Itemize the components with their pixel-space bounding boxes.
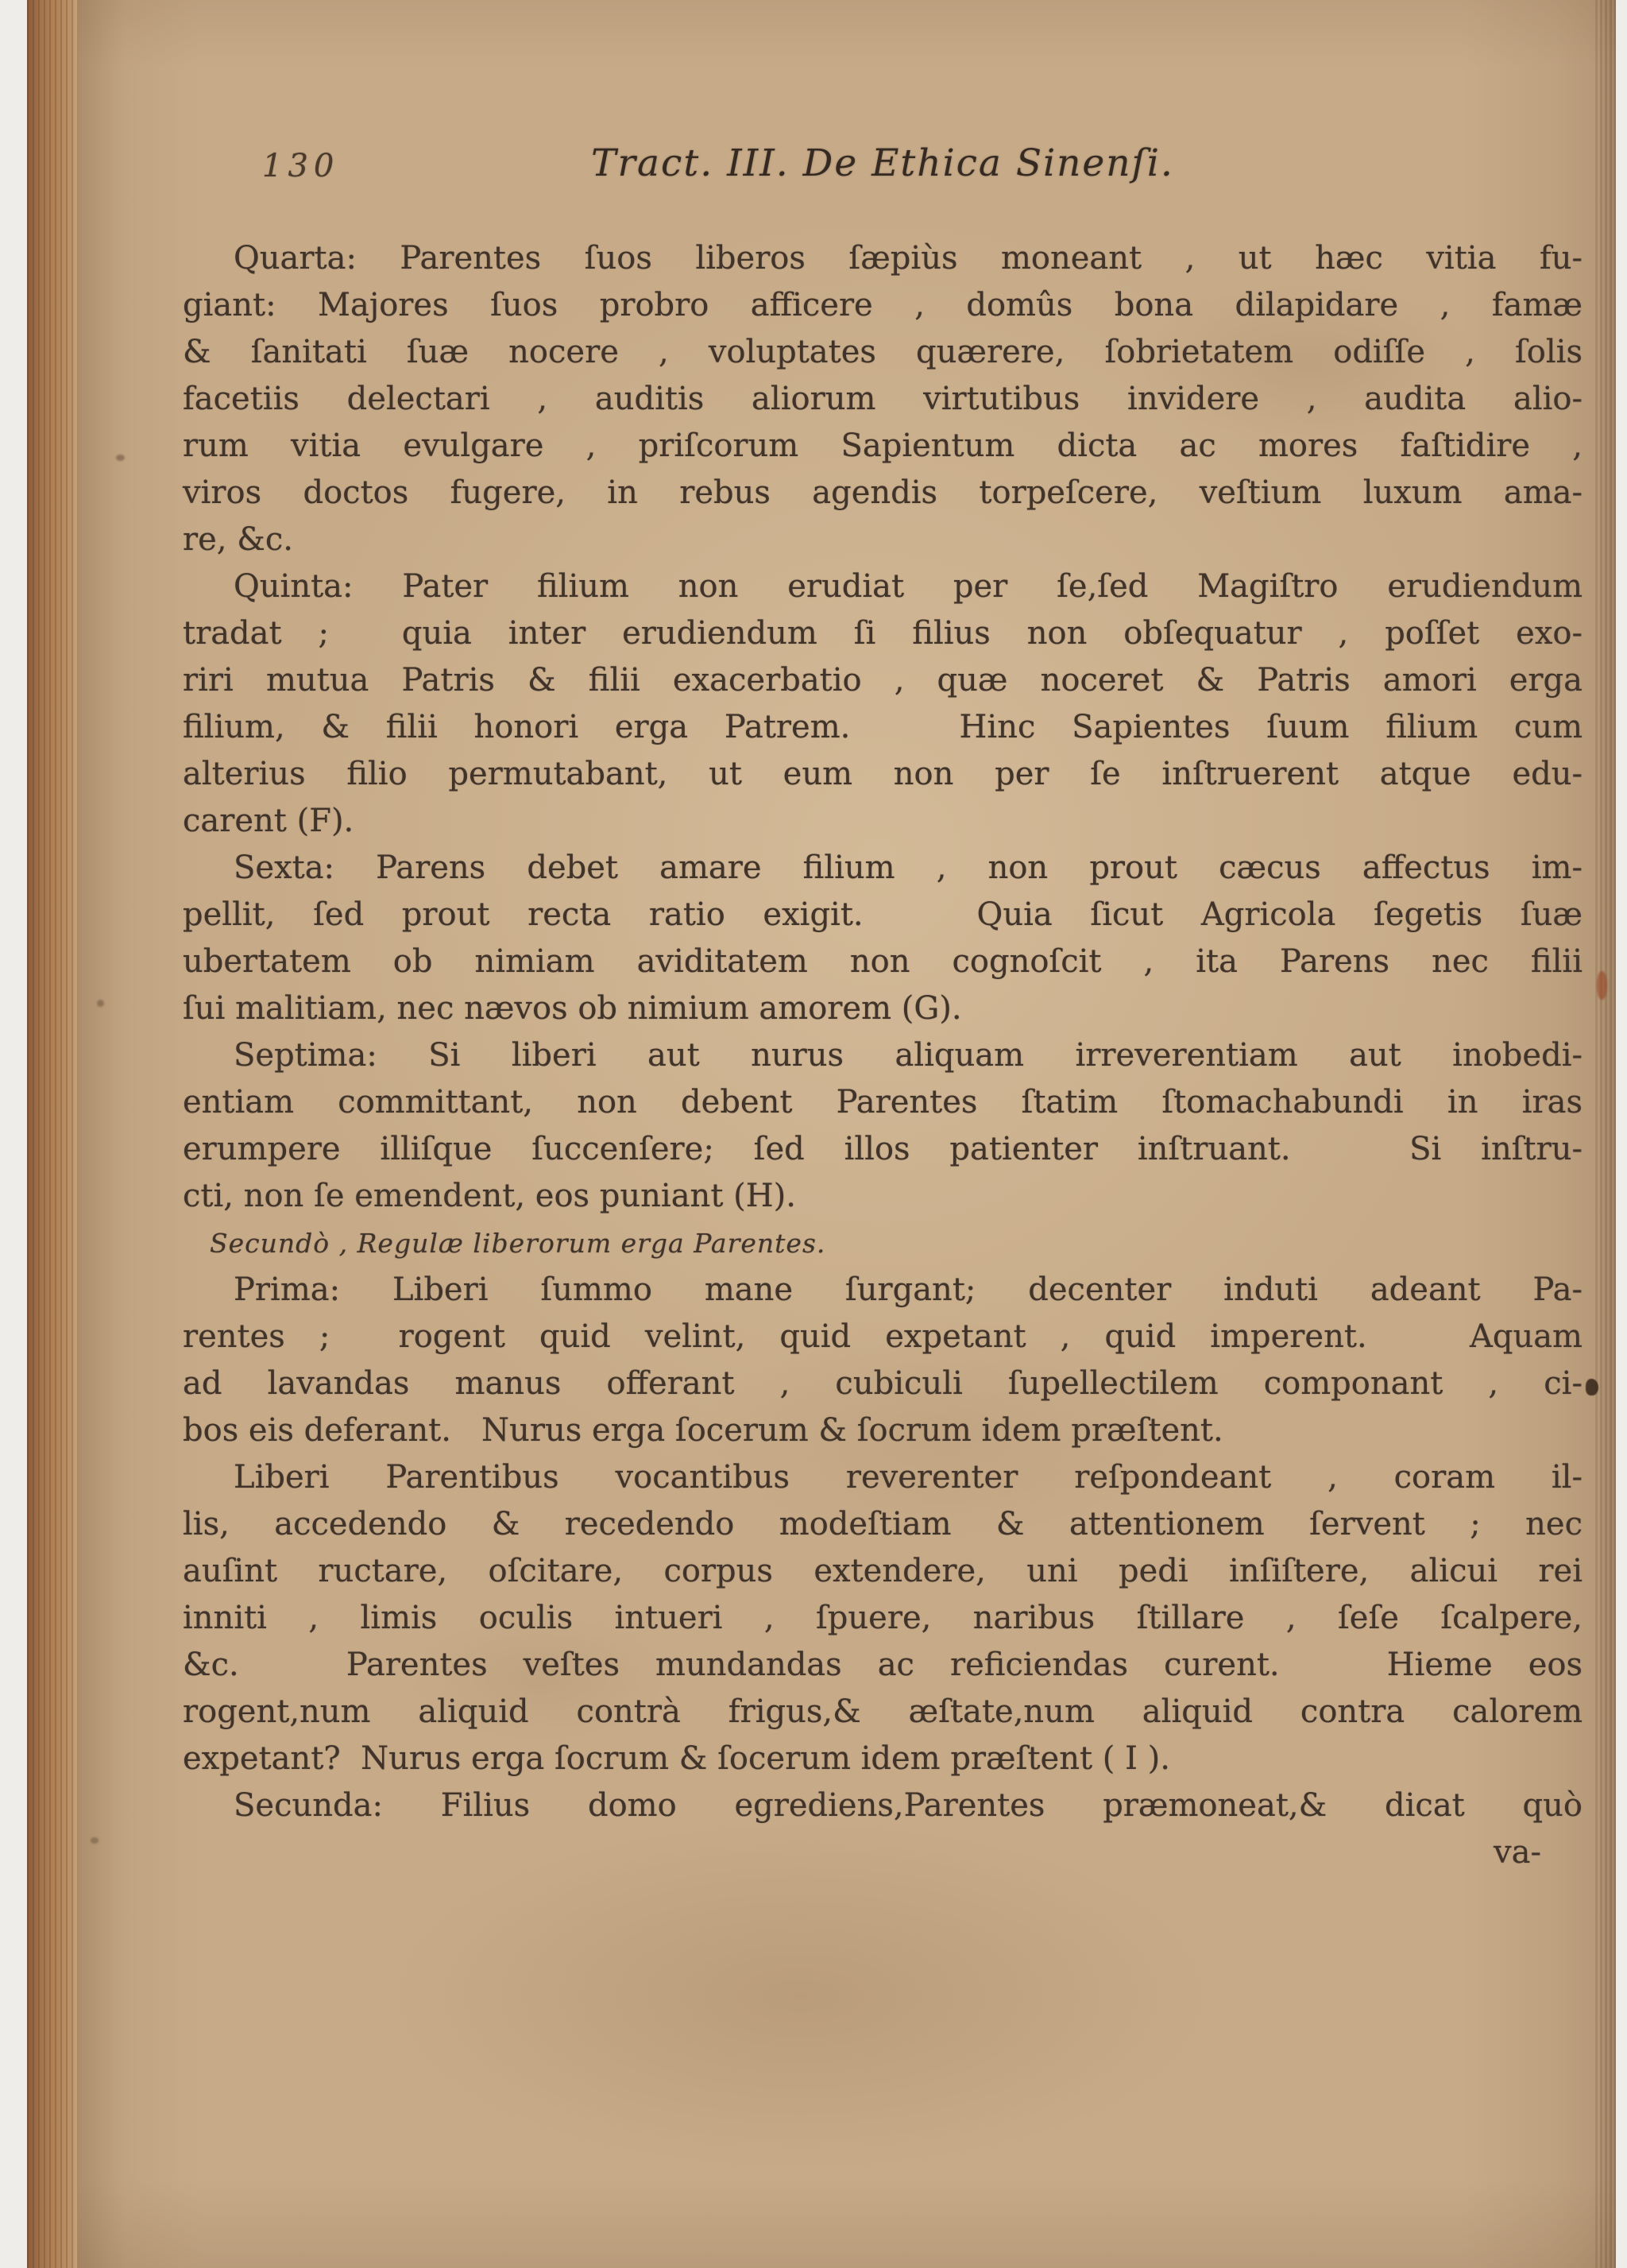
text-line: ad lavandas manus offerant , cubiculi ſupellectilem componant , ci- (183, 1365, 1583, 1402)
text-line: Septima: Si liberi aut nurus aliquam irreverentiam aut inobedi- (234, 1037, 1583, 1074)
text-line: Prima: Liberi ſummo mane ſurgant; decenter induti adeant Pa- (234, 1271, 1583, 1308)
margin-speck (116, 455, 125, 461)
text-line: Quinta: Pater filium non erudiat per ſe,ſed Magiſtro erudiendum (234, 568, 1583, 605)
text-line: filium, & filii honori erga Patrem. Hinc Sapientes ſuum filium cum (183, 709, 1583, 745)
paragraph-quinta (183, 563, 1583, 845)
page-right-edge (1595, 0, 1616, 2268)
page-number: 130 (262, 148, 340, 184)
text-line: alterius filio permutabant, ut eum non per ſe inſtruerent atque edu- (183, 756, 1583, 792)
paragraph-sexta (183, 845, 1583, 1032)
text-line: facetiis delectari , auditis aliorum virtutibus invidere , audita alio- (183, 381, 1583, 417)
text-line: Liberi Parentibus vocantibus reverenter reſpondeant , coram il- (234, 1459, 1583, 1496)
text-line: erumpere illiſque ſuccenſere; ſed illos patienter inſtruant. Si inſtru- (183, 1131, 1583, 1167)
ink-blot (1586, 1379, 1598, 1395)
text-line: ubertatem ob nimiam aviditatem non cognoſcit , ita Parens nec filii (183, 943, 1583, 980)
text-line: re, &c. (183, 521, 293, 558)
text-line: riri mutua Patris & filii exacerbatio , quæ noceret & Patris amori erga (183, 662, 1583, 699)
text-line: Quarta: Parentes ſuos liberos ſæpiùs moneant , ut hæc vitia fu- (234, 240, 1583, 277)
running-title: Tract. III. De Ethica Sinenſi. (591, 141, 1174, 185)
text-line: expetant? Nurus erga ſocrum & ſocerum idem præſtent ( I ). (183, 1740, 1170, 1777)
text-column (183, 141, 1583, 1876)
book-binding-edge (27, 0, 78, 2268)
body-text (183, 235, 1583, 1876)
paragraph-septima (183, 1032, 1583, 1220)
text-line: &c. Parentes veſtes mundandas ac reficiendas curent. Hieme eos (183, 1647, 1583, 1683)
text-line: giant: Majores ſuos probro afficere , domûs bona dilapidare , famæ (183, 287, 1583, 323)
section-heading: Secundò , Regulæ liberorum erga Parentes. (210, 1228, 826, 1259)
text-line: rum vitia evulgare , priſcorum Sapientum dicta ac mores faſtidire , (183, 428, 1583, 464)
paragraph-liberi-parentibus (183, 1454, 1583, 1782)
paragraph-secunda (183, 1782, 1583, 1829)
margin-speck (91, 1837, 99, 1844)
text-line: Secunda: Filius domo egrediens,Parentes præmoneat,& dicat quò (234, 1787, 1583, 1824)
text-line: bos eis deferant. Nurus erga ſocerum & ſocrum idem præſtent. (183, 1412, 1223, 1449)
text-line: Sexta: Parens debet amare filium , non prout cæcus affectus im- (234, 850, 1583, 886)
text-line: & ſanitati ſuæ nocere , voluptates quærere, ſobrietatem odiſſe , ſolis (183, 334, 1583, 370)
text-line: rentes ; rogent quid velint, quid expetant , quid imperent. Aquam (183, 1318, 1583, 1355)
paragraph-quarta (183, 235, 1583, 563)
text-line: carent (F). (183, 803, 354, 839)
catchword: va- (1494, 1834, 1541, 1871)
text-line: ſui malitiam, nec nævos ob nimium amorem (G). (183, 990, 962, 1027)
text-line: viros doctos fugere, in rebus agendis torpeſcere, veſtium luxum ama- (183, 474, 1583, 511)
text-line: tradat ; quia inter erudiendum ſi filius non obſequatur , poſſet exo- (183, 615, 1583, 652)
margin-speck (97, 1000, 104, 1007)
text-line: inniti , limis oculis intueri , ſpuere, naribus ſtillare , ſeſe ſcalpere, (183, 1600, 1583, 1636)
paragraph-prima (183, 1267, 1583, 1454)
page-paper (78, 0, 1616, 2268)
text-line: pellit, ſed prout recta ratio exigit. Quia ſicut Agricola ſegetis ſuæ (183, 896, 1583, 933)
text-line: entiam committant, non debent Parentes ſtatim ſtomachabundi in iras (183, 1084, 1583, 1120)
text-line: lis, accedendo & recedendo modeſtiam & attentionem ſervent ; nec (183, 1506, 1583, 1542)
text-line: cti, non ſe emendent, eos puniant (H). (183, 1178, 796, 1214)
page-header (183, 141, 1583, 199)
text-line: rogent,num aliquid contrà frigus,& æſtate,num aliquid contra calorem (183, 1693, 1583, 1730)
ink-stain (1597, 971, 1607, 1000)
text-line: auſint ructare, oſcitare, corpus extendere, uni pedi inſiſtere, alicui rei (183, 1553, 1583, 1589)
